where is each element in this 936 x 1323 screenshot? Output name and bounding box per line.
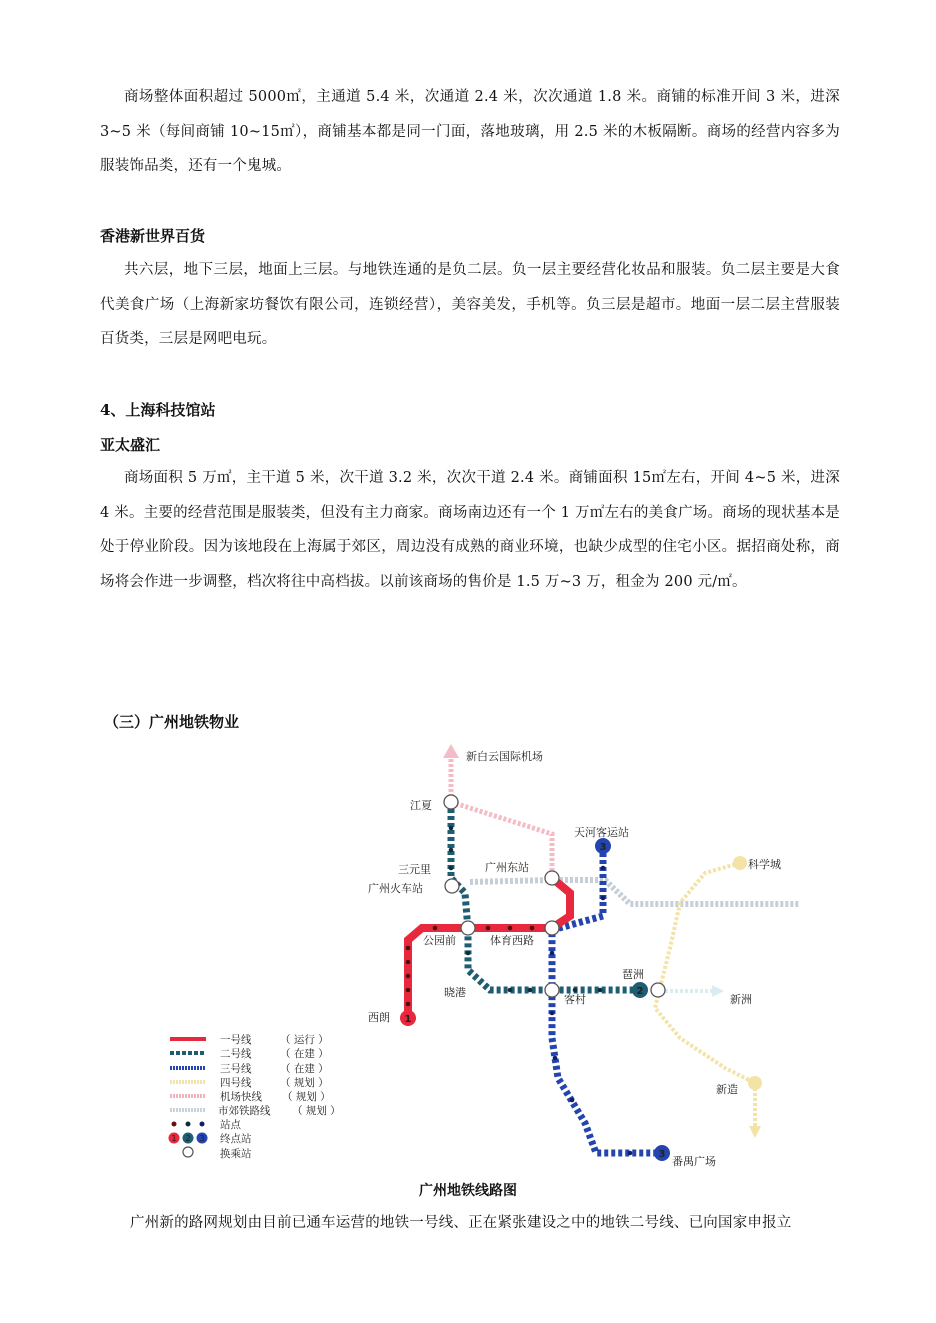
label-gongyuanqian: 公园前: [423, 934, 456, 947]
svg-text:（ 规划 ）: （ 规划 ）: [292, 1105, 341, 1117]
label-panyu: 番禺广场: [672, 1155, 716, 1168]
heading-guangzhou-metro: （三）广州地铁物业: [104, 713, 240, 731]
label-tiyuxilu: 体育西路: [490, 934, 534, 947]
paragraph-hk-new-world: 共六层，地下三层，地面上三层。与地铁连通的是负二层。负一层主要经营化妆品和服装。负二层主要是大食代美食广场（上海新家坊餐饮有限公司，连锁经营），美容美发，手机等。负三层是超市。地面一层二层主营服装百货类，三层是网吧电玩。: [100, 262, 840, 347]
heading-yatai: 亚太盛汇: [100, 436, 161, 454]
svg-text:（ 在建 ）: （ 在建 ）: [280, 1048, 329, 1060]
label-xiaogang: 晓港: [444, 986, 466, 999]
airport-express-line: [443, 744, 552, 880]
svg-text:（ 规划 ）: （ 规划 ）: [280, 1077, 329, 1089]
label-kecun: 客村: [564, 993, 586, 1006]
heading-hk-new-world: 香港新世界百货: [100, 227, 206, 245]
svg-text:3: 3: [599, 842, 607, 853]
legend-suburban: 市郊铁路线: [218, 1105, 271, 1117]
line-4-arrow: [749, 1126, 761, 1138]
label-jiangxia: 江夏: [410, 799, 432, 812]
svg-text:（ 在建 ）: （ 在建 ）: [280, 1063, 329, 1075]
svg-text:3: 3: [658, 1149, 666, 1160]
label-xinzao: 新造: [716, 1083, 738, 1096]
heading-station-4: 4、上海科技馆站: [100, 401, 216, 419]
label-tianhe: 天河客运站: [574, 826, 629, 839]
svg-text:1: 1: [171, 1134, 177, 1143]
paragraph-mall-overview: 商场整体面积超过 5000㎡，主通道 5.4 米，次通道 2.4 米，次次通道 1.8 米。商铺的标准开间 3 米，进深 3~5 米（每间商铺 10~15㎡），商铺基本都是同一门面，落地玻璃，用 2.5 米的木板隔断。商场的经营内容多为服装饰品类，还有一个鬼城。: [100, 89, 840, 174]
label-airport: 新白云国际机场: [466, 750, 543, 763]
legend-airport-express: 机场快线: [220, 1091, 262, 1103]
label-gz-rail: 广州火车站: [368, 882, 423, 895]
label-xilang: 西朗: [368, 1011, 390, 1024]
suburban-rail-line: [470, 880, 800, 904]
svg-text:（ 运行 ）: （ 运行 ）: [280, 1034, 329, 1046]
legend-terminal: 终点站: [220, 1133, 252, 1145]
label-kexuecheng: 科学城: [748, 858, 781, 871]
paragraph-gz-network: 广州新的路网规划由目前已通车运营的地铁一号线、正在紧张建设之中的地铁二号线、已向国家申报立: [130, 1215, 792, 1231]
svg-text:（ 规划 ）: （ 规划 ）: [282, 1091, 331, 1103]
line-1: [408, 878, 570, 1016]
label-pazhou: 琶洲: [622, 968, 644, 981]
svg-text:2: 2: [185, 1134, 191, 1143]
label-xinzhou: 新洲: [730, 993, 752, 1006]
legend-line-2: 二号线: [220, 1048, 252, 1060]
svg-text:1: 1: [404, 1014, 412, 1025]
legend-line-3: 三号线: [220, 1063, 252, 1075]
line-2-stations: [449, 826, 603, 993]
label-gz-east: 广州东站: [485, 861, 529, 874]
guangzhou-metro-map: [160, 738, 820, 1170]
legend-interchange: 换乘站: [220, 1148, 252, 1160]
legend-station: 站点: [220, 1119, 241, 1131]
paragraph-yatai: 商场面积 5 万㎡，主干道 5 米，次干道 3.2 米，次次干道 2.4 米。商铺面积 15㎡左右，开间 4~5 米，进深 4 米。主要的经营范围是服装类，但没有主力商家。商场南边还有一个 1 万㎡左右的美食广场。商场的现状基本是处于停业阶段。因为该地段在上海属于郊区，周边没有成熟的商业环境，也缺少成型的住宅小区。据招商处称，商场将会作进一步调整，档次将往中高档拔。以前该商场的售价是 1.5 万~3 万，租金为 200 元/㎡。: [100, 470, 840, 590]
legend-line-1: 一号线: [220, 1034, 252, 1046]
svg-text:2: 2: [636, 986, 644, 997]
map-legend: [169, 1033, 341, 1160]
interchange-stations: [444, 795, 665, 997]
legend-line-4: 四号线: [220, 1077, 252, 1089]
map-caption: 广州地铁线路图: [419, 1183, 517, 1199]
svg-text:3: 3: [199, 1134, 205, 1143]
label-sanyuanli: 三元里: [398, 863, 431, 876]
line-3-stations: [550, 866, 633, 1156]
